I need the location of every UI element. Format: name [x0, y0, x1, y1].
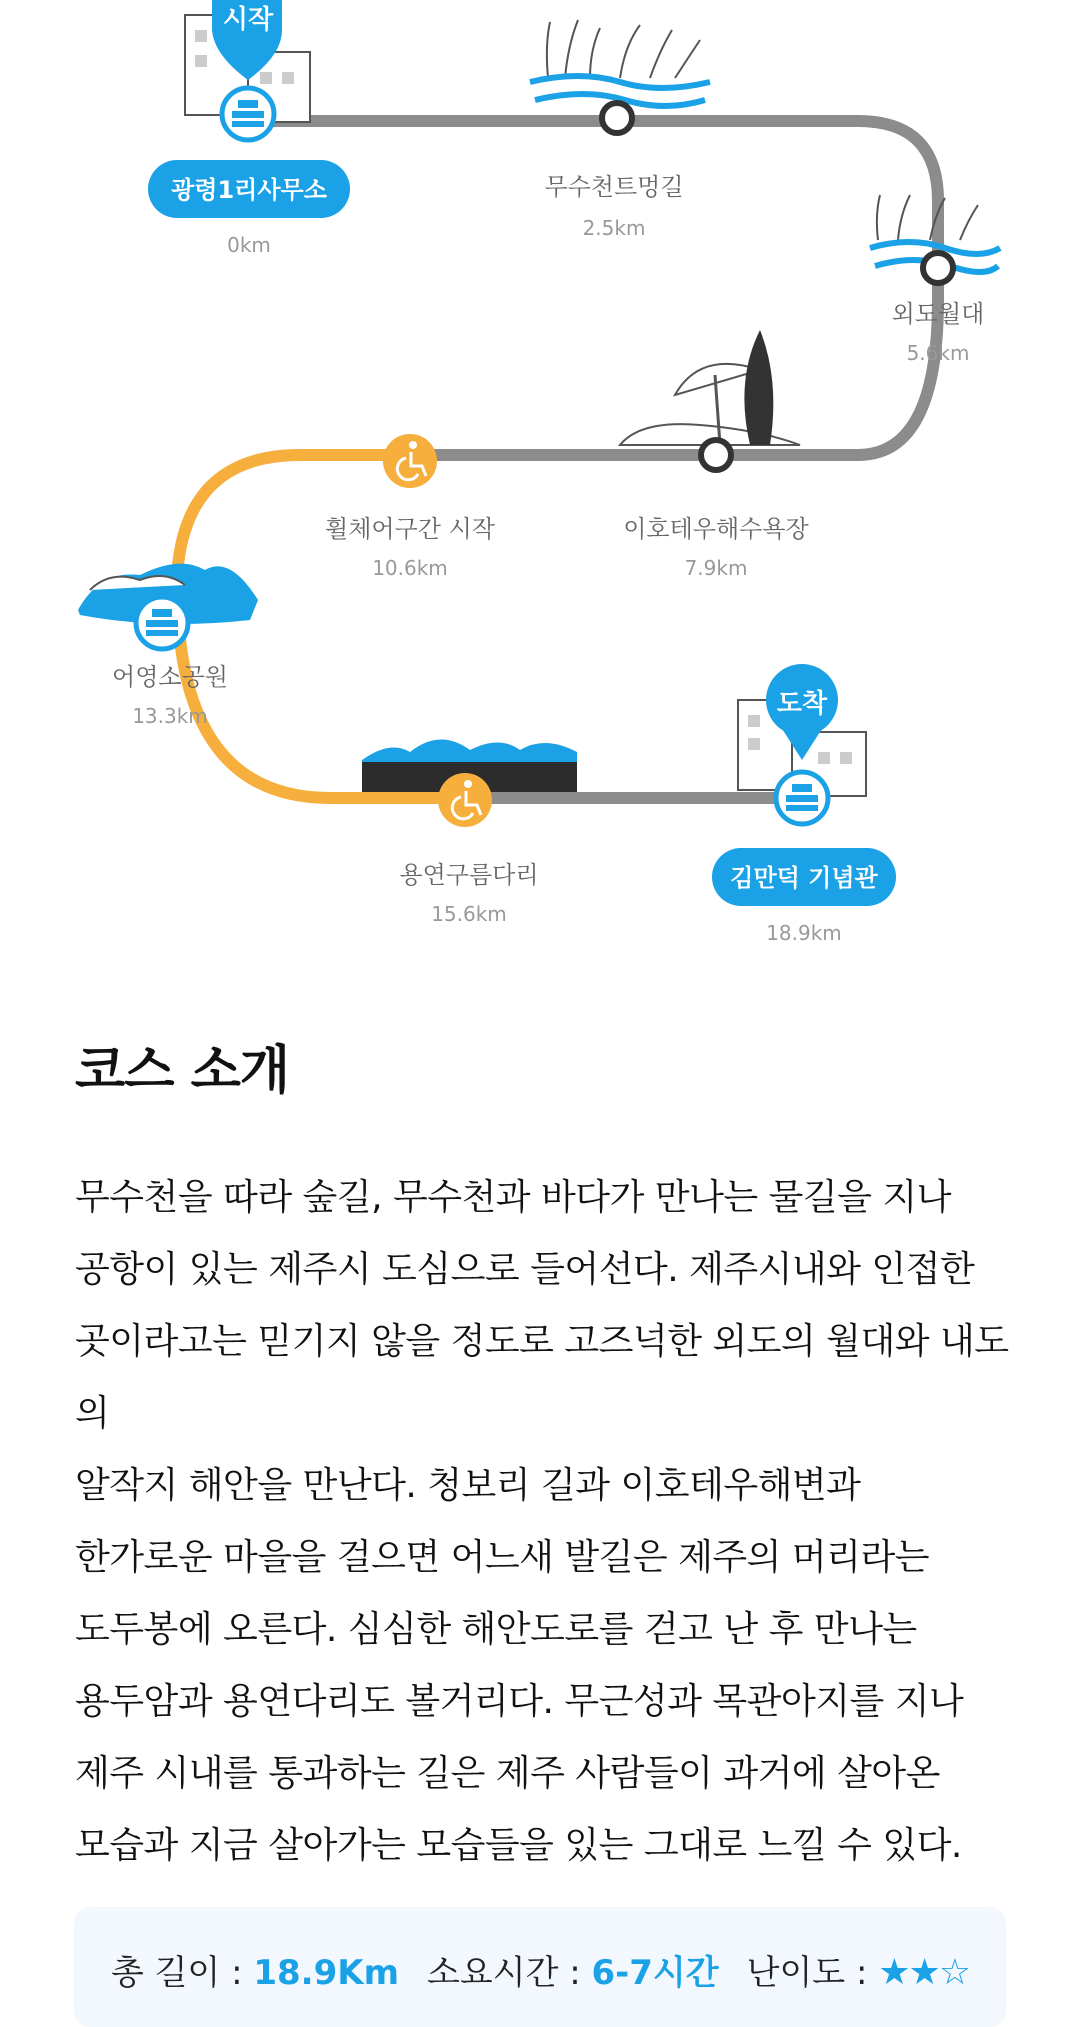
- station-distance: 15.6km: [431, 902, 507, 926]
- station-name: 이호테우해수욕장: [623, 515, 809, 543]
- time-label: 소요시간 :: [427, 1953, 592, 1993]
- station-name: 외도월대: [891, 300, 985, 328]
- station-name: 휠체어구간 시작: [325, 515, 495, 543]
- route-map: [0, 0, 1080, 1000]
- station-distance: 10.6km: [372, 556, 448, 580]
- wheelchair-icon-2: [438, 773, 492, 827]
- station-distance: 18.9km: [766, 921, 842, 945]
- reeds-water-icon: [530, 20, 710, 106]
- station-name: 어영소공원: [112, 663, 228, 691]
- station-marker-icon-park: [136, 597, 188, 649]
- station-dot: [602, 103, 632, 133]
- difficulty-stars-icon: ★★☆: [878, 1952, 970, 1993]
- course-info-box: [74, 1907, 1006, 2027]
- station-distance: 7.9km: [684, 556, 748, 580]
- length-label: 총 길이 :: [110, 1953, 254, 1993]
- station-name: 무수천트멍길: [544, 173, 684, 201]
- station-distance: 5.6km: [906, 341, 970, 365]
- station-distance: 2.5km: [582, 216, 646, 240]
- station-distance: 0km: [227, 233, 271, 257]
- station-dot: [923, 253, 953, 283]
- station-marker-icon-end: [776, 772, 828, 824]
- course-intro-title: 코스 소개: [75, 1041, 290, 1101]
- course-intro-body: 무수천을 따라 숲길, 무수천과 바다가 만나는 물길을 지나 공항이 있는 제주시 도심으로 들어선다. 제주시내와 인접한 곳이라고는 믿기지 않을 정도로 고즈넉한 외도의 월대와 내도의 알작지 해안을 만난다. 청보리 길과 이호테우해변과 한가로운 마을을 걸으면 어느새 발길은 제주의 머리라는 도두봉에 오른다. 심심한 해안도로를 걷고 난 후 만나는 용두암과 용연다리도 볼거리다. 무근성과 목관아지를 지나 제주 시내를 통과하는 길은 제주 사람들이 과거에 살아온 모습과 지금 살아가는 모습들을 있는 그대로 느낄 수 있다.: [75, 1177, 1009, 1866]
- beach-umbrella-icon: [620, 330, 800, 445]
- end-pin-label: 도착: [776, 689, 828, 719]
- station-name: 용연구름다리: [399, 861, 539, 889]
- station-marker-icon: [222, 88, 274, 140]
- course-info-row: [74, 1945, 1006, 1994]
- difficulty-label: 난이도 :: [746, 1953, 879, 1993]
- station-name: 광령1리사무소: [171, 176, 327, 204]
- station-distance: 13.3km: [132, 704, 208, 728]
- wheelchair-icon: [383, 434, 437, 488]
- route-line-gray: [248, 121, 938, 455]
- start-pin-label: 시작: [222, 5, 274, 35]
- station-name: 김만덕 기념관: [730, 864, 878, 892]
- length-value: 18.9Km: [253, 1953, 400, 1993]
- time-value: 6-7시간: [591, 1953, 719, 1993]
- station-dot: [701, 440, 731, 470]
